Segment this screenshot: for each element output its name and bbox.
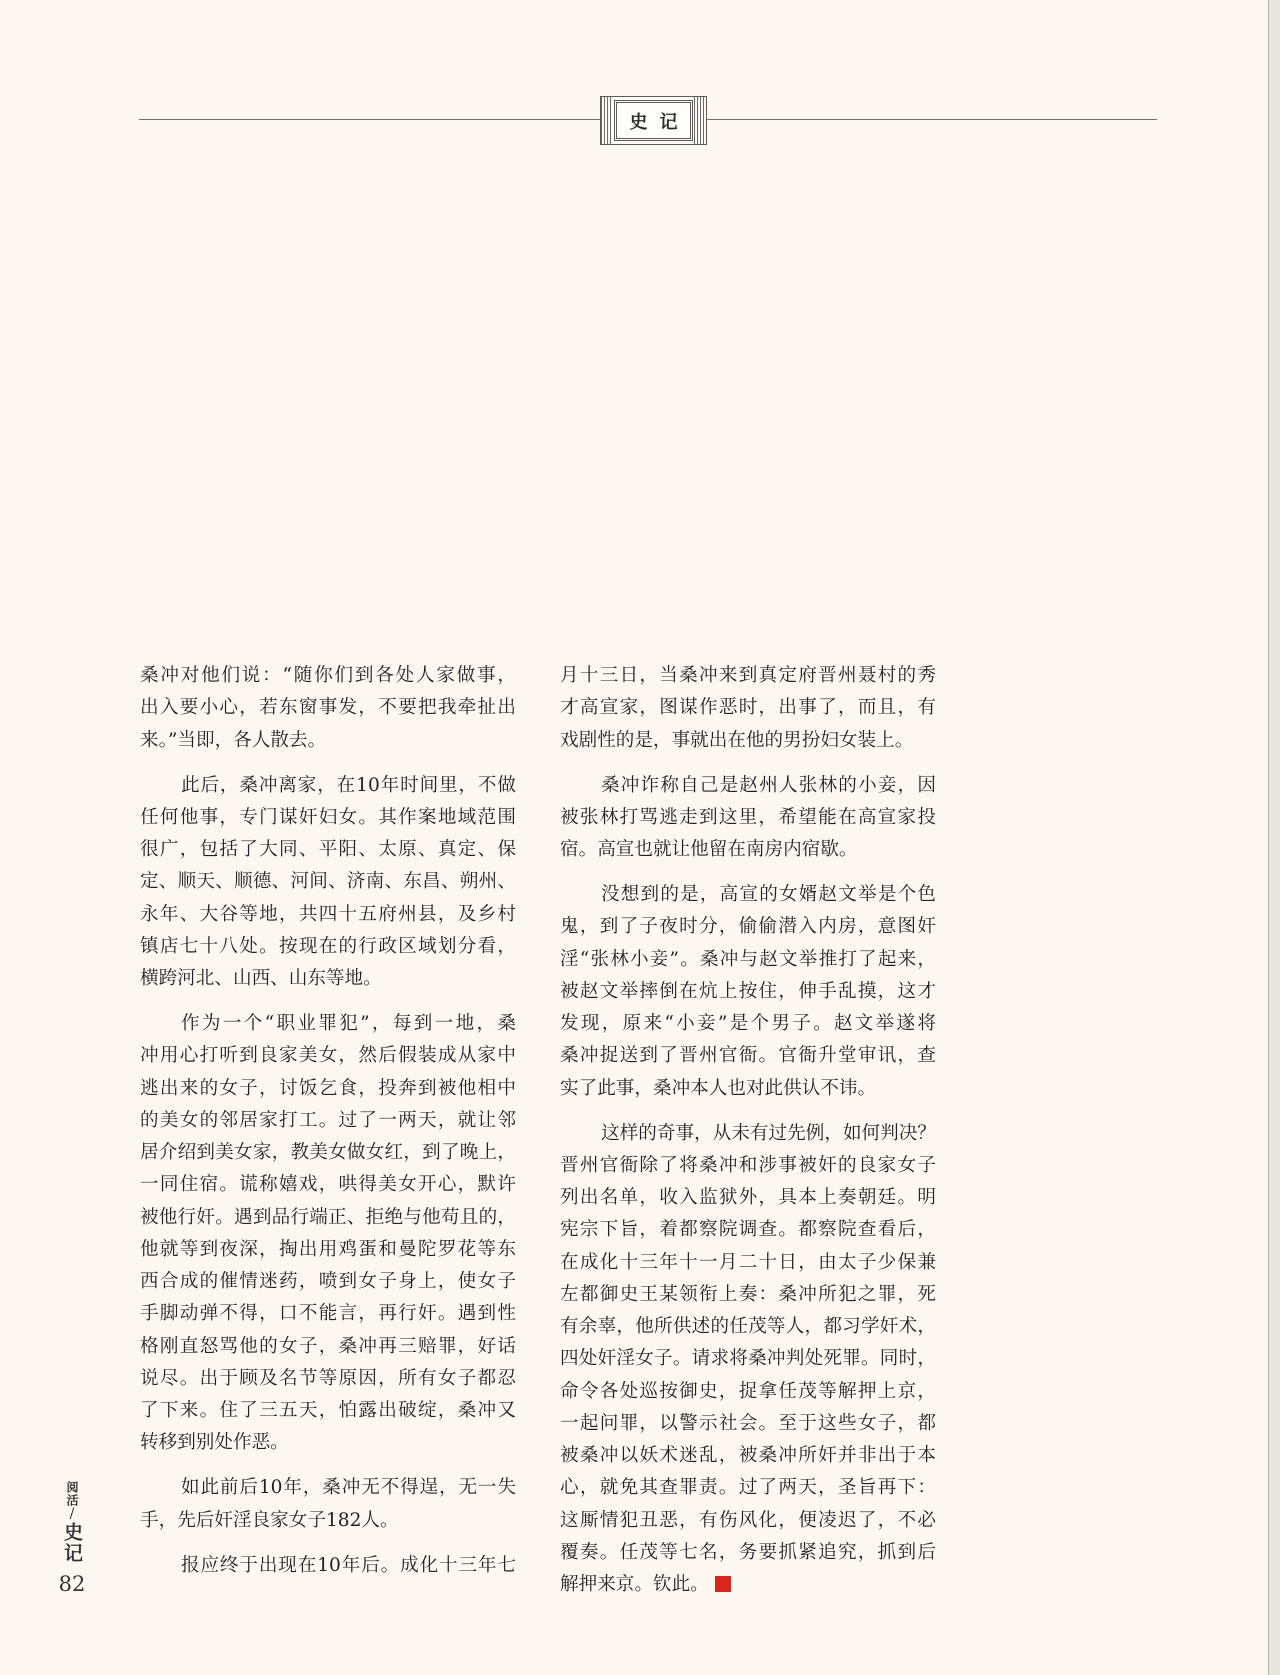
paragraph [140,1472,516,1537]
line-text: 一同住宿。谎称嬉戏，哄得美女开心，默许 [140,1174,516,1196]
paragraph [560,879,936,1105]
text-line [560,802,936,834]
text-line [560,1472,936,1504]
line-text: 被桑冲以妖术迷乱，被桑冲所奸并非出于本 [560,1445,936,1467]
text-line [140,1234,516,1266]
line-text: 在成化十三年十一月二十日，由太子少保兼 [560,1251,936,1273]
line-text: 没想到的是，高宣的女婿赵文举是个色 [601,884,936,906]
line-text: 戏剧性的是，事就出在他的男扮妇女装上。 [560,729,914,751]
text-line [560,770,936,802]
line-text: 手，先后奸淫良家女子182人。 [140,1509,399,1531]
text-line [140,692,516,724]
article-column-left [140,660,516,1582]
paragraph [140,770,516,996]
text-line [140,834,516,866]
text-line [140,1427,516,1459]
line-text: 来。”当即，各人散去。 [140,729,327,751]
line-text: 他就等到夜深，掏出用鸡蛋和曼陀罗花等东 [140,1238,516,1260]
line-text: 实了此事，桑冲本人也对此供认不讳。 [560,1077,877,1099]
line-text: 这厮情犯丑恶，有伤风化，便凌迟了，不必 [560,1509,936,1531]
text-line [140,963,516,995]
text-line [560,1569,936,1601]
end-mark-icon [715,1576,731,1592]
paragraph [140,1550,516,1582]
line-text: 列出名单，收入监狱外，具本上奏朝廷。明 [560,1187,936,1209]
line-text: 定、顺天、顺德、河间、济南、东昌、朔州、 [140,871,516,893]
text-line [140,1202,516,1234]
paragraph [140,1008,516,1460]
text-line [140,1266,516,1298]
paragraph [560,770,936,867]
line-text: 这样的奇事，从未有过先例，如何判决？ [601,1122,936,1144]
line-text: 任何他事，专门谋奸妇女。其作案地域范围 [140,806,516,828]
line-text: 鬼，到了子夜时分，偷偷潜入内房，意图奸 [560,916,936,938]
text-line [140,1105,516,1137]
text-line [560,1505,936,1537]
text-line [140,1395,516,1427]
line-text: 桑冲对他们说：“随你们到各处人家做事， [140,665,516,686]
tag-stripes-right [694,97,706,144]
text-line [140,1505,516,1537]
text-line [560,1376,936,1408]
line-text: 的美女的邻居家打工。过了一两天，就让邻 [140,1109,516,1131]
text-line [140,1331,516,1363]
text-line [560,692,936,724]
line-text: 被赵文举摔倒在炕上按住，伸手乱摸，这才 [560,980,936,1002]
page-edge [1268,0,1280,1675]
line-text: 报应终于出现在10年后。成化十三年七 [181,1554,516,1576]
line-text: 一起问罪，以警示社会。至于这些女子，都 [560,1412,936,1434]
text-line [140,1472,516,1504]
line-text: 作为一个“职业罪犯”，每到一地，桑 [181,1013,516,1035]
line-text: 西合成的催情迷药，喷到女子身上，使女子 [140,1271,516,1293]
text-line [560,1311,936,1343]
paragraph [140,660,516,757]
text-line [560,1408,936,1440]
text-line [560,1343,936,1375]
line-text: 横跨河北、山西、山东等地。 [140,968,382,990]
section-title: 史记 [629,111,690,133]
line-text: 命令各处巡按御史，捉拿任茂等解押上京， [560,1380,936,1402]
text-line [140,1073,516,1105]
text-line [560,834,936,866]
line-text: 居介绍到美女家，教美女做女红，到了晚上， [140,1142,516,1164]
page-footer [56,1481,88,1596]
text-line [560,1073,936,1105]
text-line [560,1182,936,1214]
line-text: 很广，包括了大同、平阳、太原、真定、保 [140,839,516,861]
line-text: 被他行奸。遇到品行端正、拒绝与他苟且的， [140,1206,516,1228]
section-tag [600,96,707,145]
line-text: 此后，桑冲离家，在10年时间里，不做 [181,774,516,796]
text-line [140,1169,516,1201]
tag-stripes-left [601,97,613,144]
text-line [560,879,936,911]
magazine-name: 阅活 [65,1481,79,1507]
text-line [560,1440,936,1472]
section-name: 史记 [61,1522,83,1564]
line-text: 淫“张林小妾”。桑冲与赵文举推打了起来， [560,948,936,970]
line-text: 月十三日，当桑冲来到真定府晋州聂村的秀 [560,665,936,686]
line-text: 出入要小心，若东窗事发，不要把我牵扯出 [140,697,516,719]
tag-label-box [614,100,693,141]
text-line [560,1279,936,1311]
text-line [560,944,936,976]
page-number: 82 [58,1572,86,1596]
text-line [140,899,516,931]
text-line [560,976,936,1008]
folio-separator: / [69,1506,75,1522]
line-text: 说尽。出于顾及名节等原因，所有女子都忍 [140,1367,516,1389]
text-line [560,725,936,757]
line-text: 解押来京。钦此。 [560,1574,709,1596]
text-line [140,1040,516,1072]
text-line [560,1118,936,1150]
line-text: 格刚直怒骂他的女子，桑冲再三赔罪，好话 [140,1335,516,1357]
line-text: 宿。高宣也就让他留在南房内宿歇。 [560,839,858,861]
text-line [560,1537,936,1569]
text-line [140,802,516,834]
line-text: 永年、大谷等地，共四十五府州县，及乡村 [140,903,516,925]
text-line [560,911,936,943]
text-line [560,1247,936,1279]
line-text: 晋州官衙除了将桑冲和涉事被奸的良家女子 [560,1154,936,1176]
article-column-right [560,660,936,1601]
line-text: 手脚动弹不得，口不能言，再行奸。遇到性 [140,1303,516,1325]
line-text: 有余辜，他所供述的任茂等人，都习学奸术， [560,1316,936,1338]
text-line [560,1040,936,1072]
text-line [140,1137,516,1169]
text-line [140,1550,516,1582]
line-text: 四处奸淫女子。请求将桑冲判处死罪。同时， [560,1348,936,1370]
line-text: 转移到别处作恶。 [140,1432,289,1454]
line-text: 桑冲捉送到了晋州官衙。官衙升堂审讯，查 [560,1045,936,1067]
line-text: 桑冲诈称自己是赵州人张林的小妾，因 [601,774,936,796]
line-text: 才高宣家，图谋作恶时，出事了，而且，有 [560,697,936,719]
text-line [560,1008,936,1040]
paragraph [560,660,936,757]
text-line [140,1363,516,1395]
line-text: 被张林打骂逃走到这里，希望能在高宣家投 [560,806,936,828]
line-text: 如此前后10年，桑冲无不得逞，无一失 [181,1477,516,1499]
line-text: 逃出来的女子，讨饭乞食，投奔到被他相中 [140,1077,516,1099]
text-line [140,1298,516,1330]
text-line [140,725,516,757]
line-text: 发现，原来“小妾”是个男子。赵文举遂将 [560,1013,936,1035]
text-line [140,931,516,963]
paragraph [560,1118,936,1602]
text-line [140,770,516,802]
text-line [140,1008,516,1040]
line-text: 覆奏。任茂等七名，务要抓紧追究，抓到后 [560,1541,936,1563]
text-line [140,866,516,898]
line-text: 宪宗下旨，着都察院调查。都察院查看后， [560,1219,936,1241]
line-text: 了下来。住了三五天，怕露出破绽，桑冲又 [140,1400,516,1422]
text-line [140,660,516,692]
text-line [560,1150,936,1182]
line-text: 左都御史王某领衔上奏：桑冲所犯之罪，死 [560,1283,936,1305]
text-line [560,1214,936,1246]
line-text: 冲用心打听到良家美女，然后假装成从家中 [140,1045,516,1067]
line-text: 心，就免其查罪责。过了两天，圣旨再下： [560,1477,936,1499]
text-line [560,660,936,692]
line-text: 镇店七十八处。按现在的行政区域划分看， [140,935,516,957]
